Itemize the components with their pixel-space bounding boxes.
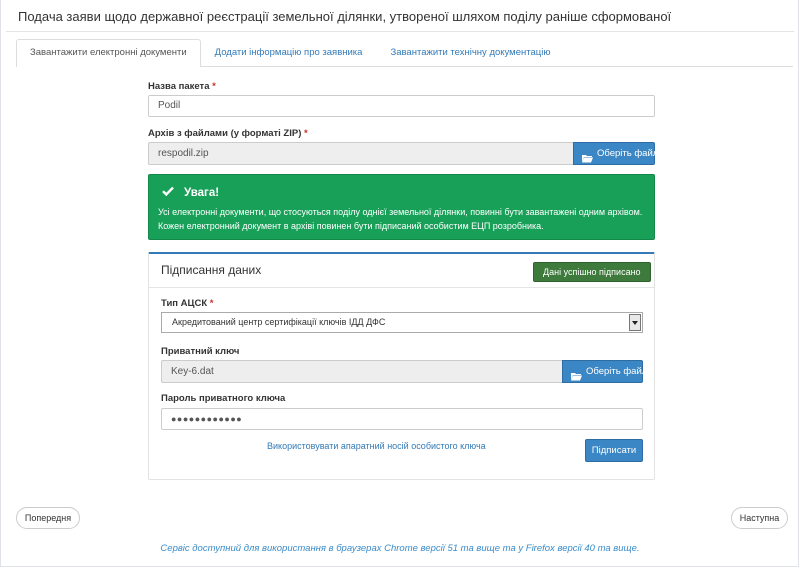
panel-divider [149,287,654,288]
package-name-label [148,81,216,92]
signed-status-badge: Дані успішно підписано [533,262,651,282]
signing-panel-title: Підписання даних [161,263,262,277]
signing-panel [148,252,655,480]
alert-line-1: Усі електронні документи, що стосуються поділу однієї земельної ділянки, повинні бути завантажені одним архівом. [158,207,643,217]
acsk-label [161,298,213,309]
archive-label-text: Архів з файлами (у форматі ZIP) [148,128,302,139]
archive-file-input[interactable] [148,142,574,165]
password-input[interactable] [161,408,643,430]
archive-file-value: respodil.zip [158,148,209,159]
acsk-select[interactable] [161,312,643,333]
package-name-label-text: Назва пакета [148,81,210,92]
archive-choose-file-button[interactable] [573,142,659,165]
private-key-file-value: Key-6.dat [171,366,214,377]
alert-header [162,186,219,199]
previous-button[interactable]: Попередня [16,507,80,529]
acsk-select-value: Акредитований центр сертифікації ключів ІДД ДФС [172,317,386,327]
archive-choose-file-label: Оберіть файл [597,148,659,159]
folder-open-icon [571,368,582,376]
password-masked-value: ●●●●●●●●●●●● [171,414,243,424]
hardware-key-link[interactable]: Використовувати апаратний носій особистого ключа [267,441,486,451]
package-name-value: Podil [158,100,181,111]
required-mark: * [212,81,216,92]
private-key-label: Приватний ключ [161,346,240,357]
private-key-choose-file-label: Оберіть файл [586,366,648,377]
archive-label [148,128,308,139]
tab-technical-docs[interactable]: Завантажити технічну документацію [390,47,551,58]
check-icon [162,186,174,199]
package-name-input[interactable] [148,95,655,117]
chevron-down-icon[interactable] [629,314,641,331]
alert-line-2: Кожен електронний документ в архіві повинен бути підписаний особистим ЕЦП розробника. [158,221,544,231]
acsk-label-text: Тип АЦСК [161,298,208,309]
alert-title: Увага! [184,186,220,199]
private-key-choose-file-button[interactable] [562,360,648,383]
tab-bar [16,39,564,66]
next-button[interactable]: Наступна [731,507,788,529]
tab-applicant-info[interactable]: Додати інформацію про заявника [214,47,363,58]
browser-support-note: Сервіс доступний для використання в браузерах Chrome версії 51 та вище та у Firefox версії 40 та вище. [160,543,640,554]
folder-open-icon [582,150,593,158]
sign-button[interactable]: Підписати [585,439,643,462]
private-key-file-input[interactable] [161,360,563,383]
page-title: Подача заяви щодо державної реєстрації земельної ділянки, утвореної шляхом поділу раніше сформованої [18,9,672,24]
warning-alert [148,174,655,240]
password-label: Пароль приватного ключа [161,393,286,404]
title-divider [6,31,794,32]
required-mark: * [209,298,214,309]
tab-upload-documents[interactable]: Завантажити електронні документи [16,39,201,67]
required-mark: * [304,128,308,139]
